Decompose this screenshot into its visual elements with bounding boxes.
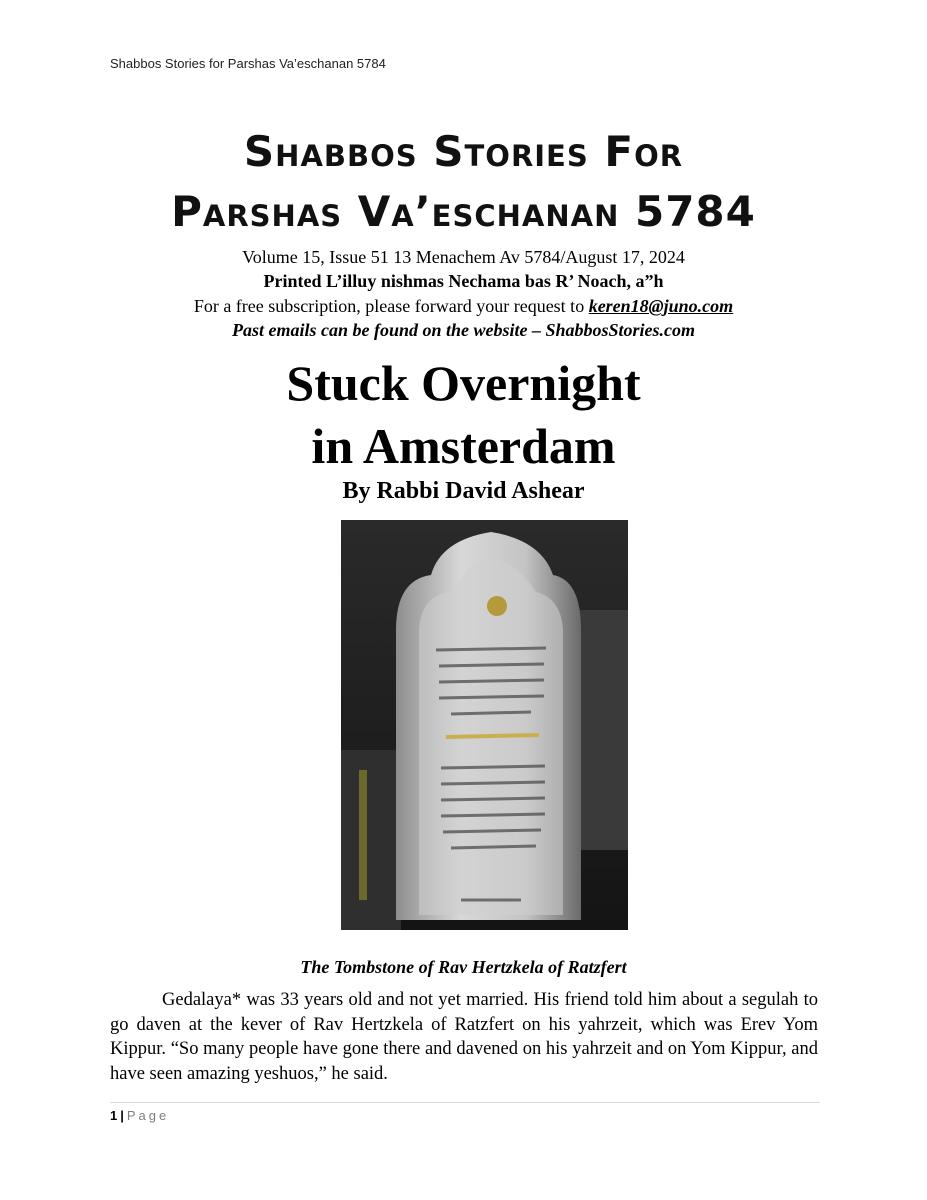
story-title-line-2: in Amsterdam bbox=[311, 418, 616, 474]
image-caption: The Tombstone of Rav Hertzkela of Ratzfert bbox=[300, 957, 627, 977]
subscription-line bbox=[0, 296, 927, 317]
subscription-email-link[interactable]: keren18@juno.com bbox=[588, 296, 734, 316]
footer-divider bbox=[110, 1102, 820, 1103]
story-paragraph: Gedalaya* was 33 years old and not yet married. His friend told him about a segulah to go daven at the kever of Rav Hertzkela of Ratzfert on his yahrzeit, which was Erev Yom Kippur. “So many people have gone there and davened on his yahrzeit and on Yom Kippur, and have seen amazing yeshuos,” he said. bbox=[110, 990, 818, 1084]
subscription-text: For a free subscription, please forward your request to bbox=[193, 296, 589, 316]
volume-line: Volume 15, Issue 51 13 Menachem Av 5784/August 17, 2024 bbox=[242, 247, 685, 267]
page-separator: | bbox=[120, 1108, 124, 1123]
masthead bbox=[0, 122, 927, 242]
byline: By Rabbi David Ashear bbox=[342, 478, 585, 504]
masthead-line-2: Parshas Va’eschanan 5784 bbox=[171, 187, 756, 236]
story-title bbox=[0, 352, 927, 478]
dedication-line: Printed L’illuy nishmas Nechama bas R’ Noach, a”h bbox=[263, 271, 664, 291]
page-footer bbox=[110, 1108, 169, 1123]
masthead-line-1: Shabbos Stories For bbox=[243, 127, 684, 176]
running-header: Shabbos Stories for Parshas Va’eschanan 5784 bbox=[110, 56, 386, 71]
tombstone-photo bbox=[341, 520, 628, 930]
past-emails-line: Past emails can be found on the website – ShabbosStories.com bbox=[231, 320, 696, 340]
story-title-line-1: Stuck Overnight bbox=[286, 355, 641, 411]
page-number: 1 bbox=[110, 1108, 118, 1123]
page-label: Page bbox=[126, 1108, 170, 1123]
